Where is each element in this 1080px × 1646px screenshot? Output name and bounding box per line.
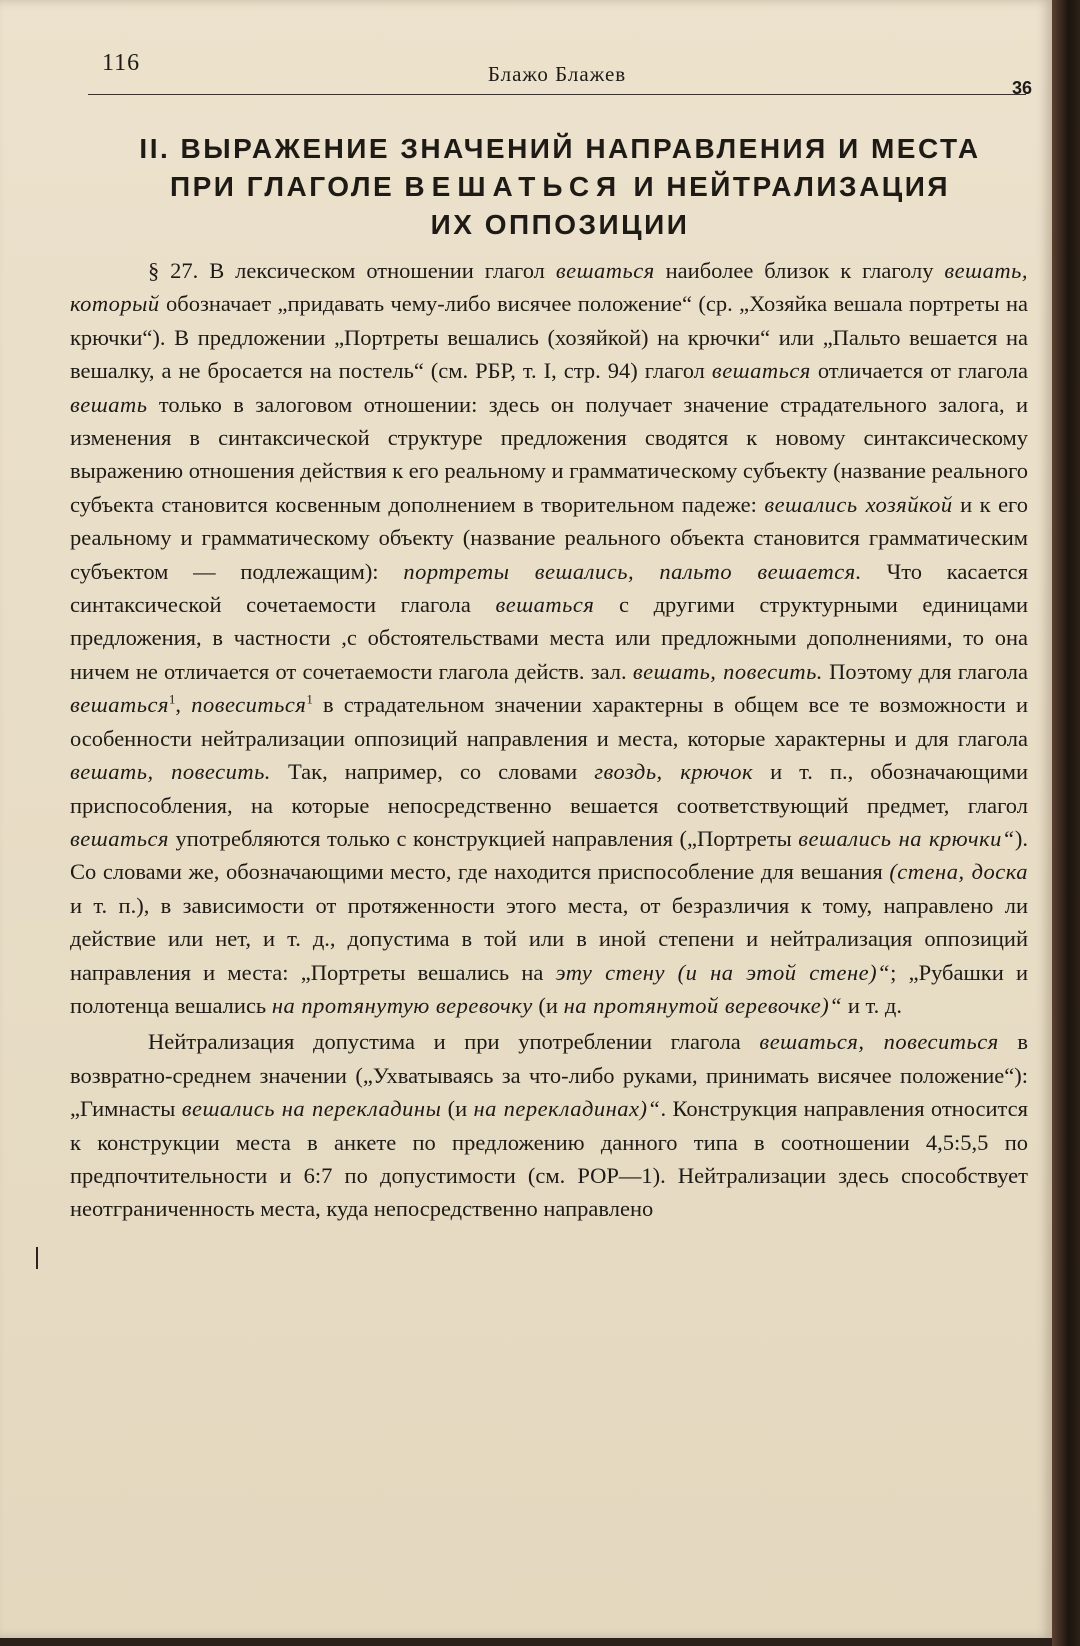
- footnote-mark: 1: [168, 691, 176, 707]
- section-title-line-1: II. ВЫРАЖЕНИЕ ЗНАЧЕНИЙ НАПРАВЛЕНИЯ И МЕСТА: [139, 133, 981, 164]
- text-run: Поэтому для глагола: [822, 658, 1028, 684]
- section-title-line-2-end: И НЕЙТРАЛИЗАЦИЯ: [633, 171, 950, 202]
- section-title-spaced-verb: ВЕШАТЬСЯ: [404, 171, 624, 202]
- text-run: Нейтрализация допустима и при употреблении глагола: [148, 1029, 760, 1055]
- text-run: ; „Рубашки и полотенца вешались: [70, 959, 1029, 1018]
- text-run: употребляются только с конструкцией направления („Портреты: [168, 825, 799, 851]
- italic-term: (стена, доска: [889, 859, 1028, 885]
- section-title-line-2-start: ПРИ ГЛАГОЛЕ: [169, 171, 395, 202]
- text-run: § 27. В лексическом отношении глагол: [148, 258, 556, 283]
- italic-term: вешать, повесить.: [632, 658, 823, 684]
- text-run: (и: [532, 992, 564, 1018]
- text-run: наиболее близок к глаголу: [654, 258, 945, 283]
- text-run: ). Со словами же, обозначающими место, где находится приспособление для вешания: [70, 825, 1028, 885]
- text-run: ,: [175, 692, 192, 718]
- italic-term: вешались хозяйкой: [764, 491, 953, 517]
- italic-term: эту стену (и на этой стене)“: [555, 959, 891, 985]
- italic-term: портреты вешались, пальто вешается.: [403, 558, 862, 584]
- section-title-line-3: ИХ ОППОЗИЦИИ: [430, 209, 690, 240]
- section-title: [120, 130, 1000, 244]
- page-number: 116: [102, 50, 141, 76]
- text-run: Что касается синтаксической сочетаемости глагола: [70, 558, 1028, 618]
- text-run: и т. п.), в зависимости от протяженности этого места, от безразличия к тому, направлено ли действие или нет, и т. д., допустима в той или в иной степени и нейтрализация оппозиций направления и места: „Портреты вешались на: [70, 892, 1028, 985]
- text-run: отличается от глагола: [810, 358, 1028, 384]
- italic-term: вешать, который: [70, 258, 1028, 317]
- text-run: (и: [441, 1096, 474, 1122]
- italic-term: вешаться: [495, 592, 595, 618]
- italic-term: вешались на крючки“: [798, 825, 1015, 851]
- italic-term: вешаться: [711, 358, 811, 384]
- italic-term: вешаться: [70, 825, 169, 851]
- text-run: только в залоговом отношении: здесь он получает значение страдательного залога, и изменения в синтаксической структуре предложения сводятся к новому синтаксическому выражению отношения действия к его реальному и грамматическому субъекту (название реального субъекта становится косвенным дополнением в творительном падеже:: [70, 391, 1028, 517]
- italic-term: вешались на перекладины: [181, 1096, 442, 1122]
- paragraph-27: [70, 254, 1028, 1022]
- italic-term: на протянутую веревочку: [271, 992, 533, 1018]
- italic-term: гвоздь, крючок: [594, 759, 754, 785]
- italic-term: повеситься: [191, 692, 307, 718]
- text-run: и к его реальному и грамматическому объекту (название реального объекта становится грамматическим субъектом — подлежащим):: [70, 491, 1028, 584]
- sheet-number: 36: [1011, 78, 1032, 98]
- paragraph-neutralization: [70, 1025, 1028, 1225]
- italic-term: вешаться: [70, 692, 169, 718]
- text-run: и т. п., обозначающими приспособления, на которые непосредственно вешается соответствующий предмет, глагол: [70, 759, 1028, 818]
- footnote-mark: 1: [306, 691, 313, 707]
- italic-term: на перекладинах)“: [473, 1096, 661, 1122]
- italic-term: вешать, повесить.: [70, 759, 271, 785]
- section-title-line-2: [120, 168, 1000, 206]
- italic-term: вешать: [70, 391, 148, 417]
- text-run: с другими структурными единицами предложения, в частности ,с обстоятельствами места или предложными дополнениями, то она ничем не отличается от сочетаемости глагола действ. зал.: [70, 592, 1028, 684]
- italic-term: вешаться: [555, 258, 655, 283]
- italic-term: вешаться, повеситься: [759, 1029, 999, 1055]
- page-header: [88, 48, 1032, 98]
- text-run: в возвратно-среднем значении („Ухватываясь за что-либо руками, принимать висячее положение“): „Гимнасты: [70, 1029, 1028, 1122]
- italic-term: на протянутой веревочке)“: [563, 992, 843, 1018]
- text-run: и т. д.: [842, 992, 902, 1018]
- book-spine: [1052, 0, 1080, 1646]
- body-text: [70, 254, 1028, 1226]
- text-run: в страдательном значении характерны в общем все те возможности и особенности нейтрализации оппозиций направления и места, которые характерны и для глагола: [70, 692, 1028, 751]
- text-run: . Конструкция направления относится к конструкции места в анкете по предложению данного типа в соотношении 4,5:5,5 по предпочтительности и 6:7 по допустимости (см. РОР—1). Нейтрализации здесь способствует неотграниченность места, куда непосредственно направлено: [70, 1096, 1028, 1222]
- text-run: Так, например, со словами: [270, 759, 595, 785]
- text-run: обозначает „придавать чему-либо висячее положение“ (ср. „Хозяйка вешала портреты на крючки“). В предложении „Портреты вешались (хозяйкой) на крючки“ или „Пальто вешается на вешалку, а не бросается на постель“ (см. РБР, т. I, стр. 94) глагол: [70, 291, 1028, 384]
- margin-mark: [36, 1247, 38, 1269]
- running-head: Блажо Блажев: [487, 62, 627, 86]
